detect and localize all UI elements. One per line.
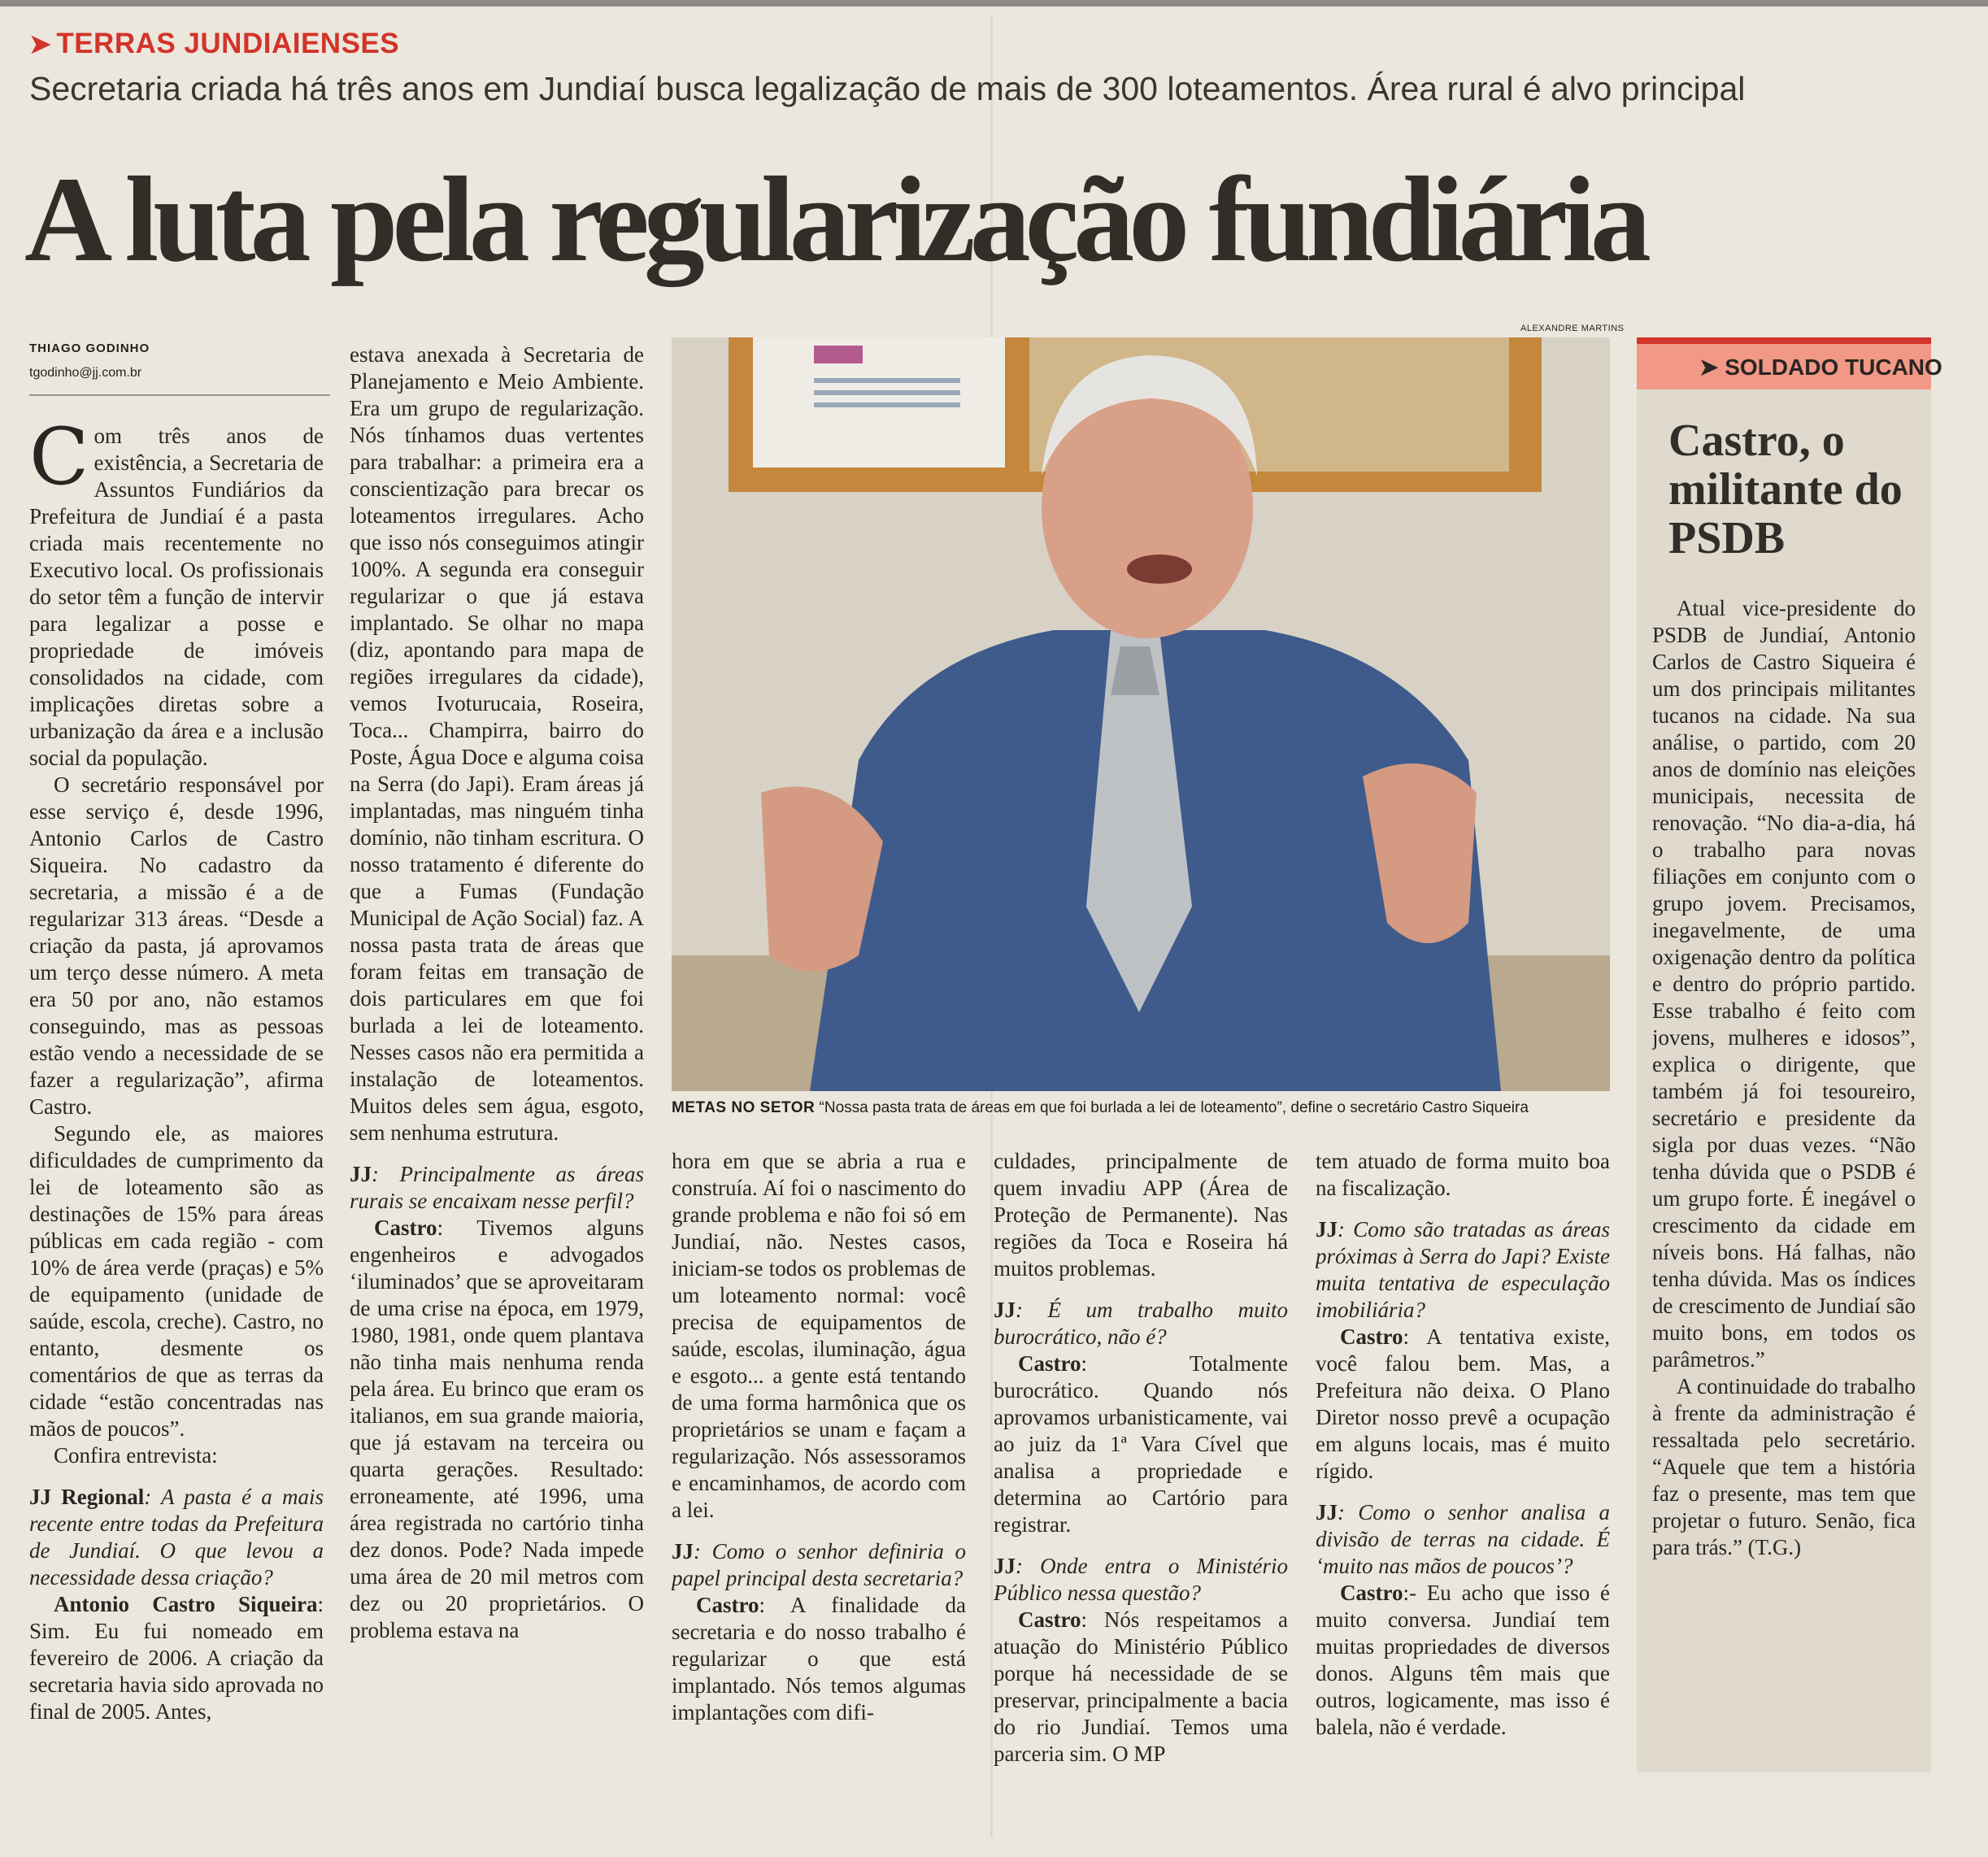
arrow-icon: ➤ (1699, 354, 1725, 380)
interview-answer: Castro: A finalidade da secretaria e do nosso trabalho é regularizar o que está implantado. Nós temos algumas implantações com difi- (672, 1593, 966, 1724)
section-label: ➤ TERRAS JUNDIAIENSES (29, 28, 400, 59)
interview-question: JJ: Onde entra o Ministério Público nessa questão? (994, 1554, 1288, 1605)
paragraph: Com três anos de existência, a Secretaria de Assuntos Fundiários da Prefeitura de Jundiaí é a pasta criada mais recentemente no Executivo local. Os profissionais do setor têm a função de intervir para legalizar a posse e propriedade de imóveis consolidados na cidade, com implicações diretas sobre a urbanização da área e a inclusão social da população. (29, 423, 324, 770)
interview-answer: Castro: Tivemos alguns engenheiros e advogados ‘iluminados’ que se aproveitaram de uma crise na época, em 1979, 1980, 1981, onde quem plantava não tinha mais nenhuma renda pela área. Eu brinco que eram os italianos, em sua grande maioria, que já estavam na terceira ou quarta gerações. Resultado: erroneamente, até 1996, uma área registrada no cartório tinha dez donos. Pode? Nada impede uma área de 20 mil metros com dez ou 20 proprietários. O problema estava na (350, 1216, 644, 1642)
interview-question: JJ: Como o senhor analisa a divisão de terras na cidade. É ‘muito nas mãos de poucos’? (1316, 1500, 1610, 1578)
paragraph: O secretário responsável por esse serviço é, desde 1996, Antonio Carlos de Castro Siqueira. No cadastro da secretaria, a missão é a de regularizar 313 áreas. “Desde a criação da pasta, já aprovamos um terço desse número. A meta era 50 por ano, não estamos conseguindo, mas as pessoas estão vendo a necessidade de se fazer a regularização”, afirma Castro. (29, 772, 324, 1119)
interview-answer: Castro: Nós respeitamos a atuação do Ministério Público porque há necessidade de se preservar, principalmente a bacia do rio Jundiaí. Temos uma parceria sim. O MP (994, 1607, 1288, 1766)
byline-author: THIAGO GODINHO (29, 341, 150, 355)
photo-credit: ALEXANDRE MARTINS (1520, 324, 1625, 333)
paragraph: Segundo ele, as maiores dificuldades de cumprimento da lei de loteamento são as destinações de 15% para áreas públicas em cada região - com 10% de área verde (praças) e 5% de equipamento (unidade de saúde, escola, creche). Castro, no entanto, desmente os comentários de que as terras da cidade “estão concentradas nas mãos de poucos”. (29, 1121, 324, 1441)
photo-illustration (672, 337, 1610, 1091)
article-column-5 (1316, 1148, 1610, 1782)
interview-question: JJ: Principalmente as áreas rurais se encaixam nesse perfil? (350, 1162, 644, 1213)
paragraph: Atual vice-presidente do PSDB de Jundiaí, Antonio Carlos de Castro Siqueira é um dos principais militantes tucanos na cidade. Na sua análise, o partido, com 20 anos de domínio nas eleições municipais, necessita de renovação. “No dia-a-dia, há o trabalho para novas filiações em conjunto com o grupo jovem. Precisamos, inegavelmente, de uma oxigenação dentro da política e dentro do próprio partido. Esse trabalho é feito com jovens, mulheres e idosos”, explica o dirigente, que também já foi tesoureiro, secretário e presidente da sigla por duas vezes. “Não tenha dúvida que o PSDB é um grupo forte. É inegável o crescimento da cidade em níveis bons. Há falhas, não tenha dúvida. Mas os índices de crescimento de Jundiaí são muito bons, em todos os parâmetros.” (1652, 596, 1916, 1372)
drop-cap: C (29, 423, 89, 502)
article-column-4 (994, 1148, 1288, 1782)
interview-question: JJ: Como o senhor definiria o papel principal desta secretaria? (672, 1539, 966, 1590)
paragraph: A continuidade do trabalho à frente da administração é ressaltada pelo secretário. “Aquele que tem a história faz o presente, mas tem que projetar o futuro. Senão, fica para trás.” (T.G.) (1652, 1374, 1916, 1559)
article-photo (672, 337, 1610, 1091)
interview-answer: Antonio Castro Siqueira: Sim. Eu fui nomeado em fevereiro de 2006. A criação da secretaria havia sido aprovada no final de 2005. Antes, (29, 1592, 324, 1724)
interview-answer: tem atuado de forma muito boa na fiscalização. (1316, 1149, 1610, 1200)
interview-answer: Castro: A tentativa existe, você falou bem. Mas, a Prefeitura não deixa. O Plano Diretor nosso prevê a ocupação em alguns locais, mas é muito rígido. (1316, 1324, 1610, 1483)
interview-answer: hora em que se abria a rua e construía. Aí foi o nascimento do grande problema e não foi só em Jundiaí, não. Nestes casos, iniciam-se todos os problemas de um loteamento normal: você precisa de equipamentos de saúde, escolas, iluminação, água e esgoto... a gente está tentando de uma forma harmônica que os proprietários se unam e façam a regularização. Nós assessoramos e encaminhamos, de acordo com a lei. (672, 1149, 966, 1522)
article-column-1 (29, 423, 324, 1772)
photo-caption: METAS NO SETOR “Nossa pasta trata de áreas em que foi burlada a lei de loteamento”, define o secretário Castro Siqueira (672, 1099, 1529, 1116)
headline: A luta pela regularização fundiária (24, 152, 1646, 287)
paragraph: Confira entrevista: (54, 1443, 218, 1468)
interview-answer: estava anexada à Secretaria de Planejamento e Meio Ambiente. Era um grupo de regularização. Nós tínhamos duas vertentes para trabalhar: a primeira era a conscientização para brecar os loteamentos irregulares. Acho que isso nós conseguimos atingir 100%. A segunda era conseguir regularizar o que já estava implantado. Se olhar no mapa (diz, apontando para mapa de regiões irregulares da cidade), vemos Ivoturucaia, Roseira, Toca... Champirra, bairro do Poste, Água Doce e alguma coisa na Serra (do Japi). Eram áreas já implantadas, mas ninguém tinha domínio, não tinham escritura. O nosso tratamento é diferente do que a Fumas (Fundação Municipal de Ação Social) faz. A nossa pasta trata de áreas que foram feitas em transação de dois particulares em que foi burlada a lei de loteamento. Nesses casos não era permitida a instalação de loteamentos. Muitos deles sem água, esgoto, sem nenhuma estrutura. (350, 342, 644, 1145)
article-column-2 (350, 341, 644, 1789)
byline-rule (29, 394, 330, 396)
subheadline: Secretaria criada há três anos em Jundiaí busca legalização de mais de 300 loteamentos. Área rural é alvo principal (29, 70, 1746, 107)
top-border (0, 0, 1988, 7)
sidebar-title: Castro, o militante do PSDB (1668, 415, 1903, 563)
sidebar-tag-label: ➤ SOLDADO TUCANO (1699, 354, 1942, 380)
interview-answer: Castro:- Eu acho que isso é muito conversa. Jundiaí tem muitas propriedades de diversos donos. Alguns têm mais que outros, logicamente, mas isso é balela, não é verdade. (1316, 1581, 1610, 1739)
byline-email: tgodinho@jj.com.br (29, 366, 142, 380)
interview-question: JJ: Como são tratadas as áreas próximas à Serra do Japi? Existe muita tentativa de especulação imobiliária? (1316, 1217, 1610, 1322)
interview-answer: Castro: Totalmente burocrático. Quando nós aprovamos urbanisticamente, vai ao juiz da 1ª Vara Cível que analisa a propriedade e determina ao Cartório para registrar. (994, 1351, 1288, 1537)
interview-question: JJ Regional: A pasta é a mais recente entre todas da Prefeitura de Jundiaí. O que levou a necessidade dessa criação? (29, 1485, 324, 1590)
sidebar-body (1652, 595, 1916, 1758)
arrow-icon: ➤ (29, 29, 52, 59)
sidebar-accent-bar (1637, 337, 1931, 344)
interview-question: JJ: É um trabalho muito burocrático, não é? (994, 1298, 1288, 1349)
interview-answer: culdades, principalmente de quem invadiu APP (Área de Proteção de Permanente). Nas regiões da Toca e Roseira há muitos problemas. (994, 1149, 1288, 1281)
article-column-3 (672, 1148, 966, 1782)
